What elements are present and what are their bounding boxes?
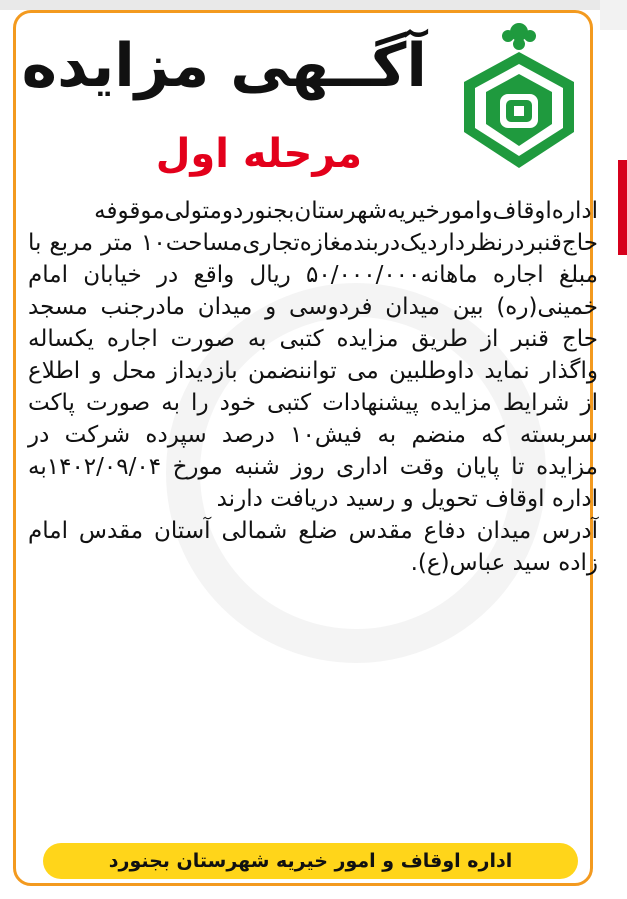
red-edge-strip — [618, 160, 627, 255]
corner-shade — [600, 0, 627, 30]
ad-body — [28, 195, 598, 825]
body-paragraph-address: آدرس میدان دفاع مقدس ضلع شمالی آستان مقدس امام زاده سید عباس(ع). — [28, 518, 598, 576]
ad-subtitle: مرحله اول — [155, 131, 362, 177]
top-strip — [0, 0, 627, 10]
ad-title: آگــهی مزایده — [21, 31, 427, 101]
body-paragraph-main: اداره‌اوقاف‌وامورخیریه‌شهرستان‌بجنوردومتولی‌موقوفه حاج‌قنبردرنظردار‌دیک‌دربندمغازه‌تجاری‌مساحت۱۰ متر مربع با مبلغ اجاره ماهانه۵۰/۰۰۰/۰۰۰ ریال واقع در خیابان امام خمینی(ره) بین میدان فردوسی و میدان مادرجنب مسجد حاج قنبر از طریق مزایده کتبی به صورت اجاره یکساله واگذار نماید داوطلبین می تواننضمن بازدیداز محل و اطلاع از شرایط مزایده پیشنهادات کتبی خود را به صورت پاکت سربسته که منضم به فیش۱۰ درصد سپرده شرکت در مزایده تا پایان وقت اداری روز شنبه مورخ ۱۴۰۲/۰۹/۰۴به اداره اوقاف تحویل و رسید دریافت دارند — [28, 198, 598, 512]
awqaf-emblem-icon — [448, 22, 590, 174]
footer-organization: اداره اوقاف و امور خیریه شهرستان بجنورد — [108, 850, 513, 872]
